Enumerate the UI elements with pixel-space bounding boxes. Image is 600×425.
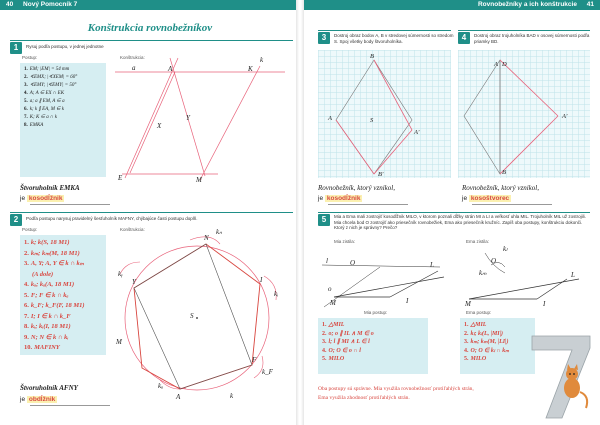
label-Y: Y (186, 114, 190, 122)
task-2-number: 2 (10, 214, 22, 226)
task-4-fill-value: kosoštvorec (470, 195, 510, 202)
task-3-number: 3 (318, 32, 330, 44)
point-B: B (502, 169, 506, 176)
label-kI: kᵢ (274, 290, 279, 298)
step-row: 2. ∢EMX; |∢XEM| = 60° (24, 75, 78, 80)
point-I: I (406, 297, 409, 305)
task-1-fill-value: kosodĺžnik (28, 195, 63, 202)
left-page-number: 40 (6, 1, 14, 8)
point-M: M (116, 338, 122, 346)
step-row: 9. N; N ∈ k ∩ kᵢ (24, 333, 69, 341)
step-row: 5. MILO (464, 356, 487, 363)
step-row: 8. kᵢ; kᵢ(I, 18 M1) (24, 323, 71, 330)
task-2-fill: je obdĺžnik (20, 396, 56, 403)
task-5-ema-construction (455, 245, 590, 307)
label-l: l (326, 257, 328, 265)
step-row: 4. kₐ; kₐ(A, 18 M1) (24, 281, 75, 288)
conclusion-line: Oba postupy sú správne. Mia využila rovnobežnosť protiľahlých strán, (318, 386, 474, 392)
label-a: a (132, 64, 136, 72)
step-row: 4. O; O ∈ o ∩ l (322, 347, 361, 354)
task-1-number: 1 (10, 42, 22, 54)
step-row: 1. k; k(S, 18 M1) (24, 239, 70, 246)
task-3-answer: Rovnobežník, ktorý vznikol, (318, 184, 395, 192)
task-1-fill-line (30, 204, 110, 205)
label-kM: kₘ (479, 269, 487, 277)
point-S: S (190, 312, 194, 320)
mia-steps-label: Mia postup: (364, 310, 388, 315)
task-2-divider (10, 212, 293, 213)
right-page-number: 41 (586, 1, 594, 8)
step-row: 6. k_F; k_F(F, 18 M1) (24, 302, 85, 309)
task-1-construction (110, 58, 290, 183)
step-row: 1. △MIL (464, 322, 487, 328)
point-L: L (430, 261, 434, 269)
task-1-steps-label: Postup: (22, 55, 38, 60)
step-row: 1. △MIL (322, 322, 345, 328)
label-kA: kₐ (158, 382, 164, 390)
point-N: N (204, 234, 209, 242)
point-F: F (252, 356, 257, 364)
right-page-header (304, 0, 600, 10)
point-I: I (543, 300, 546, 308)
point-B: B (370, 53, 374, 60)
point-Y: Y (132, 278, 136, 286)
point-S: S (370, 117, 374, 124)
point-M: M (330, 299, 336, 307)
step-row: 3. ∢EMY; |∢EMY| = 50° (24, 83, 77, 88)
label-o: o (328, 285, 332, 293)
step-row: 2. kₘ; kₘ(M, 18 M1) (24, 249, 80, 257)
task-2-fill-line (30, 405, 110, 406)
task-1-instruction: Rysuj podľa postupu, v jednej jednotne (26, 44, 104, 49)
task-2-steps-panel (20, 235, 106, 355)
left-page-header (0, 0, 296, 10)
step-row: 5. a; a ∥ EM, A ∈ a (24, 99, 65, 104)
label-X: X (157, 122, 162, 130)
point-D: D (502, 61, 507, 68)
task-3-fill-line (328, 204, 408, 205)
step-row: (A dole) (32, 270, 54, 278)
point-A: A (328, 115, 332, 122)
step-row: 2. o; o ∥ IL ∧ M ∈ o (322, 330, 374, 337)
step-row: 10. MAFINY (24, 344, 60, 351)
step-row: 5. F; F ∈ k ∩ kₐ (24, 291, 69, 299)
task-2-instruction: Podľa postupu narysuj pravidelný šesťuholník MAFNY, chýbajúce časti postupu doplň. (26, 216, 198, 221)
page-title: Konštrukcia rovnobežníkov (87, 22, 213, 34)
point-I: I (260, 276, 263, 284)
point-Ap: A' (414, 129, 420, 136)
left-header-title: Nový Pomocník 7 (23, 1, 78, 8)
task-5-number: 5 (318, 214, 330, 226)
step-row: 5. MILO (322, 356, 345, 363)
task-5-instruction: Mia a Ema mali zostrojiť kosodĺžnik MILO, v ktorom poznali dĺžky strán MI a LI a veľkosť uhla MIL. Trojuholník MIL už zostrojili. Mia chcela bod O zostrojiť ako priesečník rovnobežiek, Ema ako priesečník kružníc. Zapíš oba postupy, konštrukciu dokonči. Ktorý z nich je správny? Prečo? (334, 214, 586, 230)
task-5-conclusion (318, 385, 578, 403)
task-3-instruction: Dostroj obraz bodov A, B v stredovej súmernosti so stredom S. Spoj všetky body štvoruholníka. (334, 33, 454, 44)
task-1-divider (10, 40, 293, 41)
step-row: 2. kₗ; kₗ(L, |MI|) (464, 330, 503, 337)
task-4-instruction: Dostroj obraz trojuholníka BAD v osovej súmernosti podľa priamky BD. (474, 33, 590, 44)
task-2-construction-label: Konštrukcia: (120, 227, 145, 232)
point-K: K (248, 65, 253, 73)
step-row: 3. l; l ∥ MI ∧ L ∈ l (322, 339, 370, 346)
label-k: k (230, 392, 234, 400)
task-4-fill-line (472, 204, 552, 205)
point-O: O (491, 257, 497, 265)
mascot-seven-illustration (528, 330, 598, 420)
point-A: A (176, 393, 181, 401)
point-A: A (494, 61, 498, 68)
ema-steps-panel (460, 318, 535, 374)
step-row: 3. kₘ; kₘ(M, |LI|) (464, 339, 509, 346)
task-5-mia-construction (320, 245, 448, 305)
book-gutter (296, 0, 304, 425)
point-Bp: B' (378, 171, 384, 178)
step-row: 4. O; O ∈ kₗ ∩ kₘ (464, 347, 509, 354)
point-Ap: A' (562, 113, 568, 120)
task-2-answer: Štvoruholník AFNY (20, 384, 78, 392)
step-row: 4. A; A ∈ EX ∩ EK (24, 91, 65, 96)
task-5-divider (318, 212, 590, 213)
label-k: k (260, 56, 264, 64)
step-row: 8. EMKA (24, 123, 44, 128)
mia-label: Mia zistila: (334, 239, 356, 244)
ema-steps-label: Ema postup: (466, 310, 492, 315)
conclusion-line: Ema využila zhodnosť protiľahlých strán. (318, 395, 410, 401)
task-1-answer: Štvoruholník EMKA (20, 184, 80, 192)
task-2-fill-value: obdĺžnik (28, 396, 56, 403)
point-M: M (196, 176, 202, 184)
label-kN: kₙ (216, 228, 222, 236)
task-3-fill-value: kosodĺžnik (326, 195, 361, 202)
point-M: M (465, 300, 471, 308)
task-4-construction (458, 50, 590, 178)
task-4-divider (458, 30, 590, 31)
ema-label: Ema zistila: (466, 239, 490, 244)
task-1-steps-panel (20, 63, 106, 177)
task-4-number: 4 (458, 32, 470, 44)
task-1-construction-label: Konštrukcia: (120, 55, 145, 60)
step-row: 6. k; k ∥ EA, M ∈ k (24, 107, 64, 112)
point-A: A (168, 65, 173, 73)
point-O: O (350, 259, 356, 267)
task-2-construction (112, 228, 294, 400)
task-3-construction (318, 50, 451, 178)
task-3-divider (318, 30, 451, 31)
task-4-fill: je kosoštvorec (462, 195, 510, 202)
step-row: 3. A, Y; A, Y ∈ k ∩ kₘ (24, 260, 84, 267)
task-1-fill: je kosodĺžnik (20, 195, 63, 202)
point-E: E (118, 174, 123, 182)
task-2-steps-label: Postup: (22, 227, 38, 232)
step-row: 7. I; I ∈ k ∩ k_F (24, 312, 71, 320)
point-L: L (571, 271, 575, 279)
right-header-title: Rovnobežníky a ich konštrukcie (477, 1, 577, 8)
label-kY: kᵧ (118, 270, 123, 278)
label-kF: k_F (262, 368, 273, 376)
mia-steps-panel (318, 318, 428, 374)
task-3-fill: je kosodĺžnik (318, 195, 361, 202)
label-kL: kₗ (503, 245, 508, 253)
task-4-answer: Rovnobežník, ktorý vznikol, (462, 184, 539, 192)
step-row: 1. EM; |EM| = 54 mm (24, 67, 70, 72)
step-row: 7. K; K ∈ a ∩ k (24, 115, 58, 120)
